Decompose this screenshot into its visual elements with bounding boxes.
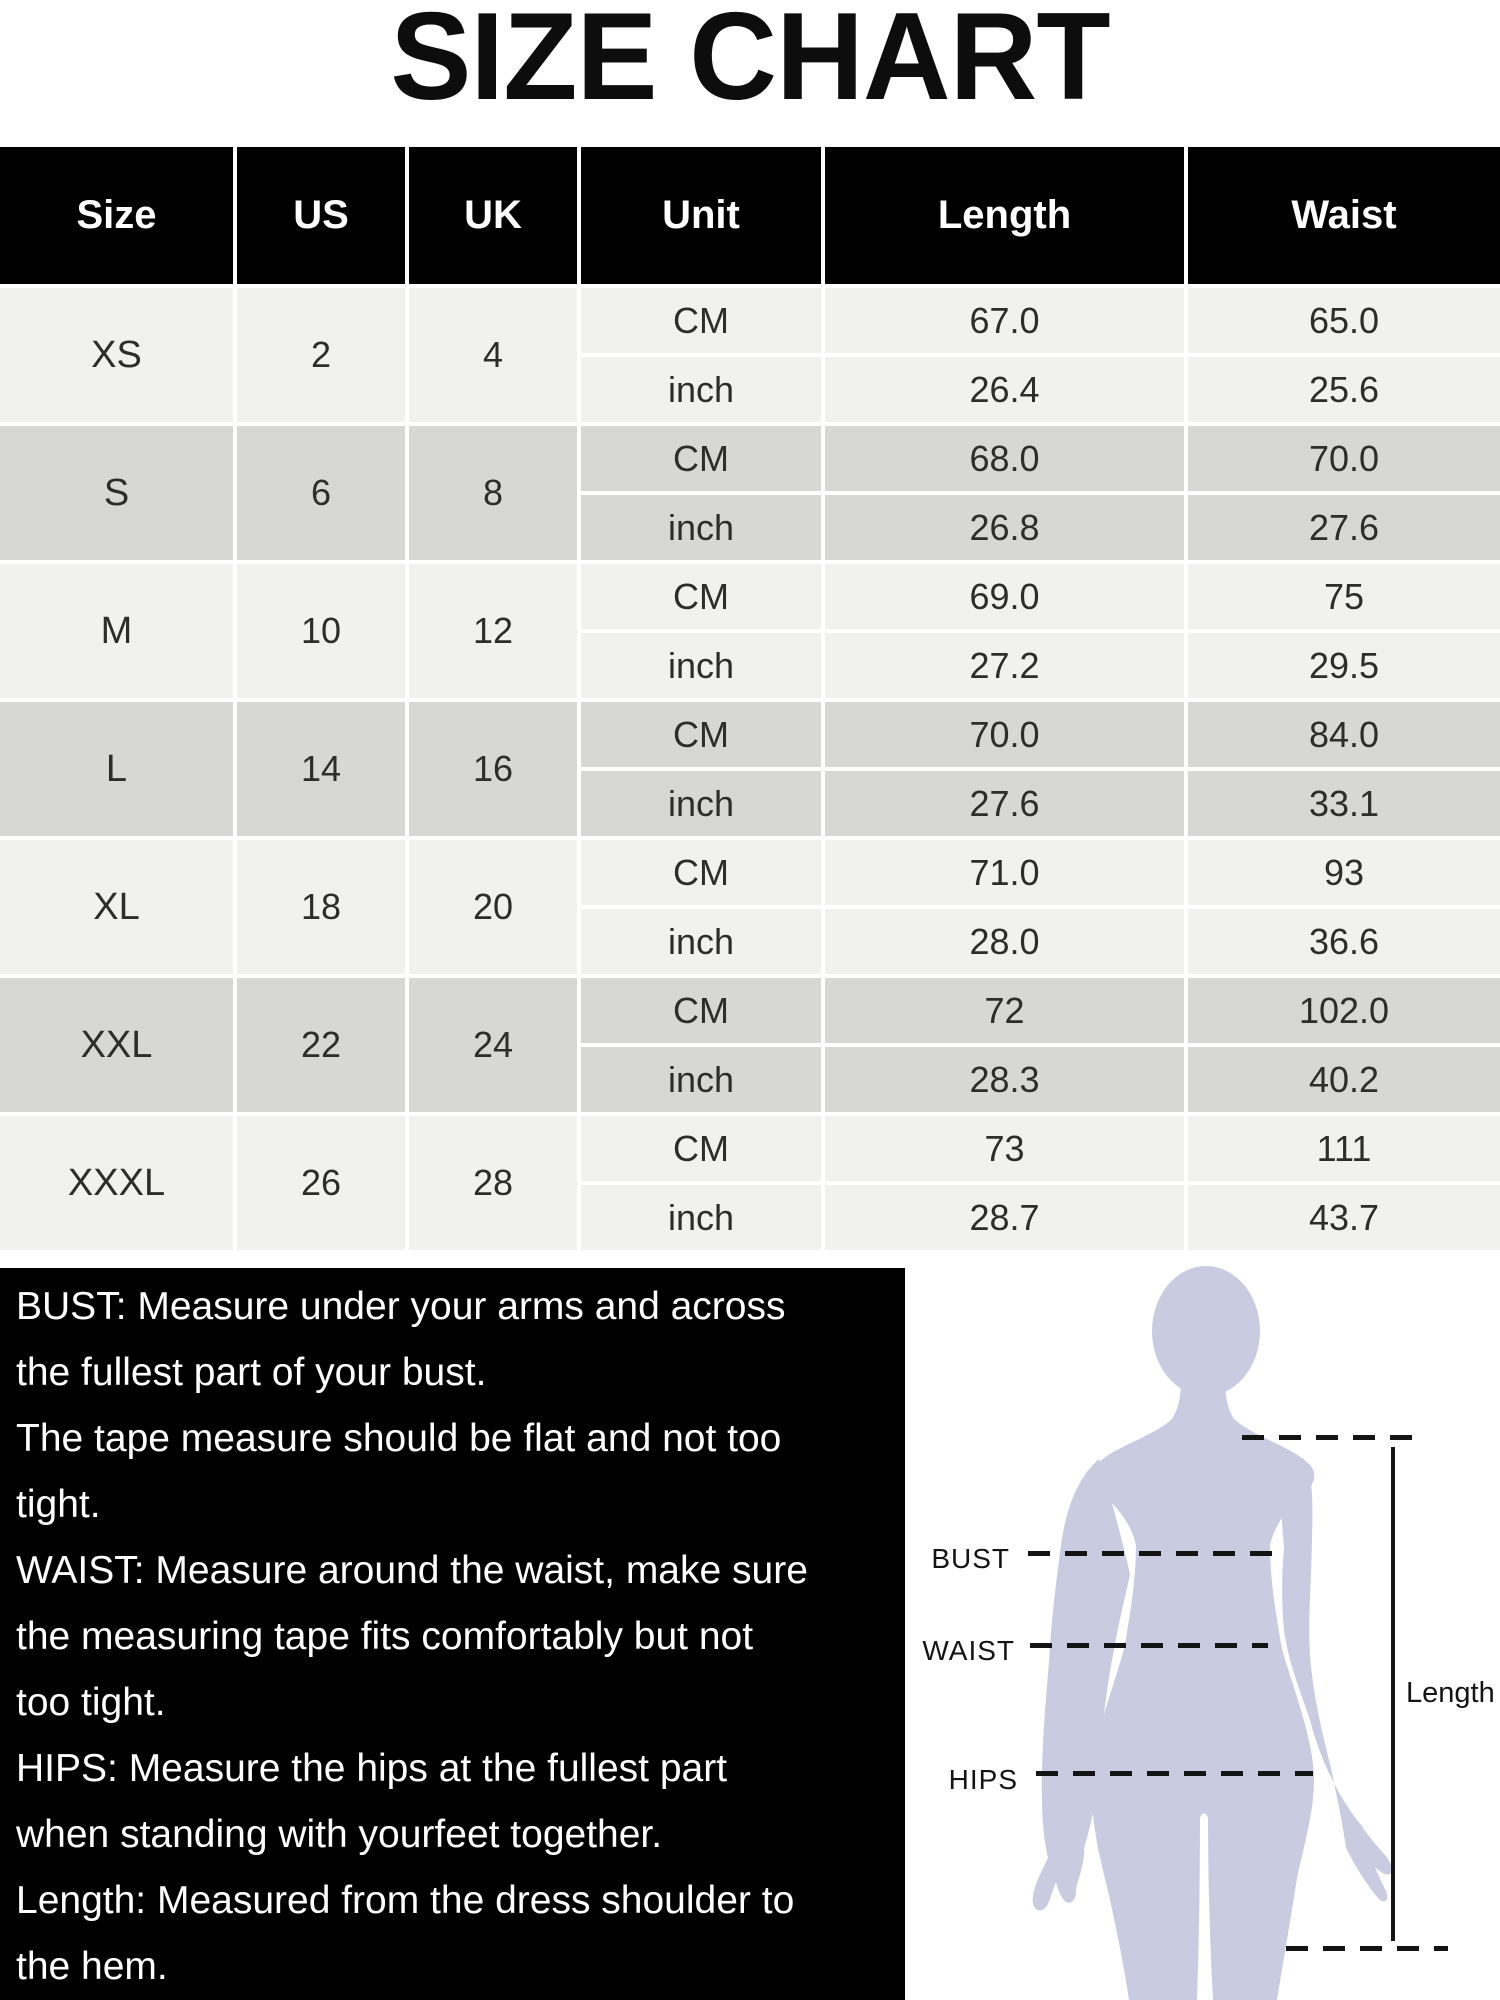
- note-line: The tape measure should be flat and not too: [16, 1417, 782, 1460]
- note-line: Length: Measured from the dress shoulder to: [16, 1879, 795, 1922]
- header-us: US: [237, 147, 405, 284]
- bust-label: BUST: [931, 1543, 1010, 1574]
- silhouette-head: [1152, 1266, 1260, 1396]
- unit-inch-cell: inch: [581, 909, 821, 974]
- table-row-xxxl: [0, 1116, 1500, 1250]
- uk-cell: 28: [409, 1116, 577, 1250]
- note-line: HIPS: Measure the hips at the fullest part: [16, 1747, 728, 1790]
- waist-inch-cell: 33.1: [1188, 771, 1500, 836]
- uk-cell: 16: [409, 702, 577, 836]
- note-line: when standing with yourfeet together.: [16, 1813, 663, 1856]
- unit-inch-cell: inch: [581, 357, 821, 422]
- us-cell: 22: [237, 978, 405, 1112]
- unit-cm-cell: CM: [581, 978, 821, 1043]
- unit-inch-cell: inch: [581, 1047, 821, 1112]
- table-row-l: [0, 702, 1500, 836]
- us-cell: 26: [237, 1116, 405, 1250]
- length-label: Length: [1406, 1677, 1495, 1709]
- note-line: the fullest part of your bust.: [16, 1351, 487, 1394]
- size-cell: L: [0, 702, 233, 836]
- size-table: [0, 147, 1500, 1250]
- us-cell: 10: [237, 564, 405, 698]
- body-silhouette: [1020, 1260, 1420, 2000]
- table-row-xs: [0, 288, 1500, 422]
- unit-inch-cell: inch: [581, 495, 821, 560]
- unit-cm-cell: CM: [581, 1116, 821, 1181]
- table-row-xxl: [0, 978, 1500, 1112]
- waist-inch-cell: 25.6: [1188, 357, 1500, 422]
- header-length: Length: [825, 147, 1184, 284]
- size-cell: S: [0, 426, 233, 560]
- table-row-xl: [0, 840, 1500, 974]
- size-cell: M: [0, 564, 233, 698]
- us-cell: 18: [237, 840, 405, 974]
- us-cell: 14: [237, 702, 405, 836]
- unit-inch-cell: inch: [581, 633, 821, 698]
- unit-cm-cell: CM: [581, 426, 821, 491]
- length-inch-cell: 28.3: [825, 1047, 1184, 1112]
- waist-cm-cell: 70.0: [1188, 426, 1500, 491]
- length-inch-cell: 28.0: [825, 909, 1184, 974]
- header-size: Size: [0, 147, 233, 284]
- measuring-instructions-panel: [0, 1268, 905, 2000]
- size-cell: XS: [0, 288, 233, 422]
- waist-dash-line: [1030, 1643, 1268, 1648]
- length-cm-cell: 69.0: [825, 564, 1184, 629]
- note-line: tight.: [16, 1483, 101, 1526]
- length-cm-cell: 67.0: [825, 288, 1184, 353]
- us-cell: 2: [237, 288, 405, 422]
- uk-cell: 24: [409, 978, 577, 1112]
- hem-dash-line: [1286, 1946, 1448, 1951]
- waist-inch-cell: 43.7: [1188, 1185, 1500, 1250]
- length-cm-cell: 70.0: [825, 702, 1184, 767]
- note-line: the hem.: [16, 1945, 168, 1988]
- table-row-s: [0, 426, 1500, 560]
- us-cell: 6: [237, 426, 405, 560]
- unit-cm-cell: CM: [581, 702, 821, 767]
- note-line: BUST: Measure under your arms and across: [16, 1285, 786, 1328]
- length-inch-cell: 26.4: [825, 357, 1184, 422]
- note-line: the measuring tape fits comfortably but not: [16, 1615, 754, 1658]
- table-row-m: [0, 564, 1500, 698]
- uk-cell: 8: [409, 426, 577, 560]
- waist-cm-cell: 93: [1188, 840, 1500, 905]
- length-cm-cell: 71.0: [825, 840, 1184, 905]
- length-line: [1391, 1447, 1395, 1941]
- bust-dash-line: [1028, 1551, 1286, 1556]
- header-waist: Waist: [1188, 147, 1500, 284]
- length-inch-cell: 27.2: [825, 633, 1184, 698]
- note-line: too tight.: [16, 1681, 166, 1724]
- shoulder-dash-line: [1242, 1435, 1418, 1440]
- waist-inch-cell: 36.6: [1188, 909, 1500, 974]
- waist-inch-cell: 27.6: [1188, 495, 1500, 560]
- size-cell: XXL: [0, 978, 233, 1112]
- uk-cell: 4: [409, 288, 577, 422]
- size-cell: XL: [0, 840, 233, 974]
- unit-inch-cell: inch: [581, 1185, 821, 1250]
- header-uk: UK: [409, 147, 577, 284]
- unit-inch-cell: inch: [581, 771, 821, 836]
- length-inch-cell: 27.6: [825, 771, 1184, 836]
- uk-cell: 20: [409, 840, 577, 974]
- uk-cell: 12: [409, 564, 577, 698]
- waist-cm-cell: 75: [1188, 564, 1500, 629]
- waist-inch-cell: 29.5: [1188, 633, 1500, 698]
- page-title: SIZE CHART: [390, 0, 1110, 126]
- waist-label: WAIST: [922, 1635, 1015, 1666]
- silhouette-torso: [1092, 1378, 1315, 2000]
- waist-inch-cell: 40.2: [1188, 1047, 1500, 1112]
- waist-cm-cell: 84.0: [1188, 702, 1500, 767]
- unit-cm-cell: CM: [581, 564, 821, 629]
- table-header-row: [0, 147, 1500, 284]
- length-cm-cell: 68.0: [825, 426, 1184, 491]
- size-cell: XXXL: [0, 1116, 233, 1250]
- header-unit: Unit: [581, 147, 821, 284]
- length-cm-cell: 73: [825, 1116, 1184, 1181]
- length-inch-cell: 26.8: [825, 495, 1184, 560]
- unit-cm-cell: CM: [581, 840, 821, 905]
- hips-dash-line: [1036, 1771, 1313, 1776]
- unit-cm-cell: CM: [581, 288, 821, 353]
- hips-label: HIPS: [948, 1764, 1018, 1795]
- waist-cm-cell: 65.0: [1188, 288, 1500, 353]
- note-line: WAIST: Measure around the waist, make sure: [16, 1549, 808, 1592]
- waist-cm-cell: 111: [1188, 1116, 1500, 1181]
- length-cm-cell: 72: [825, 978, 1184, 1043]
- length-inch-cell: 28.7: [825, 1185, 1184, 1250]
- waist-cm-cell: 102.0: [1188, 978, 1500, 1043]
